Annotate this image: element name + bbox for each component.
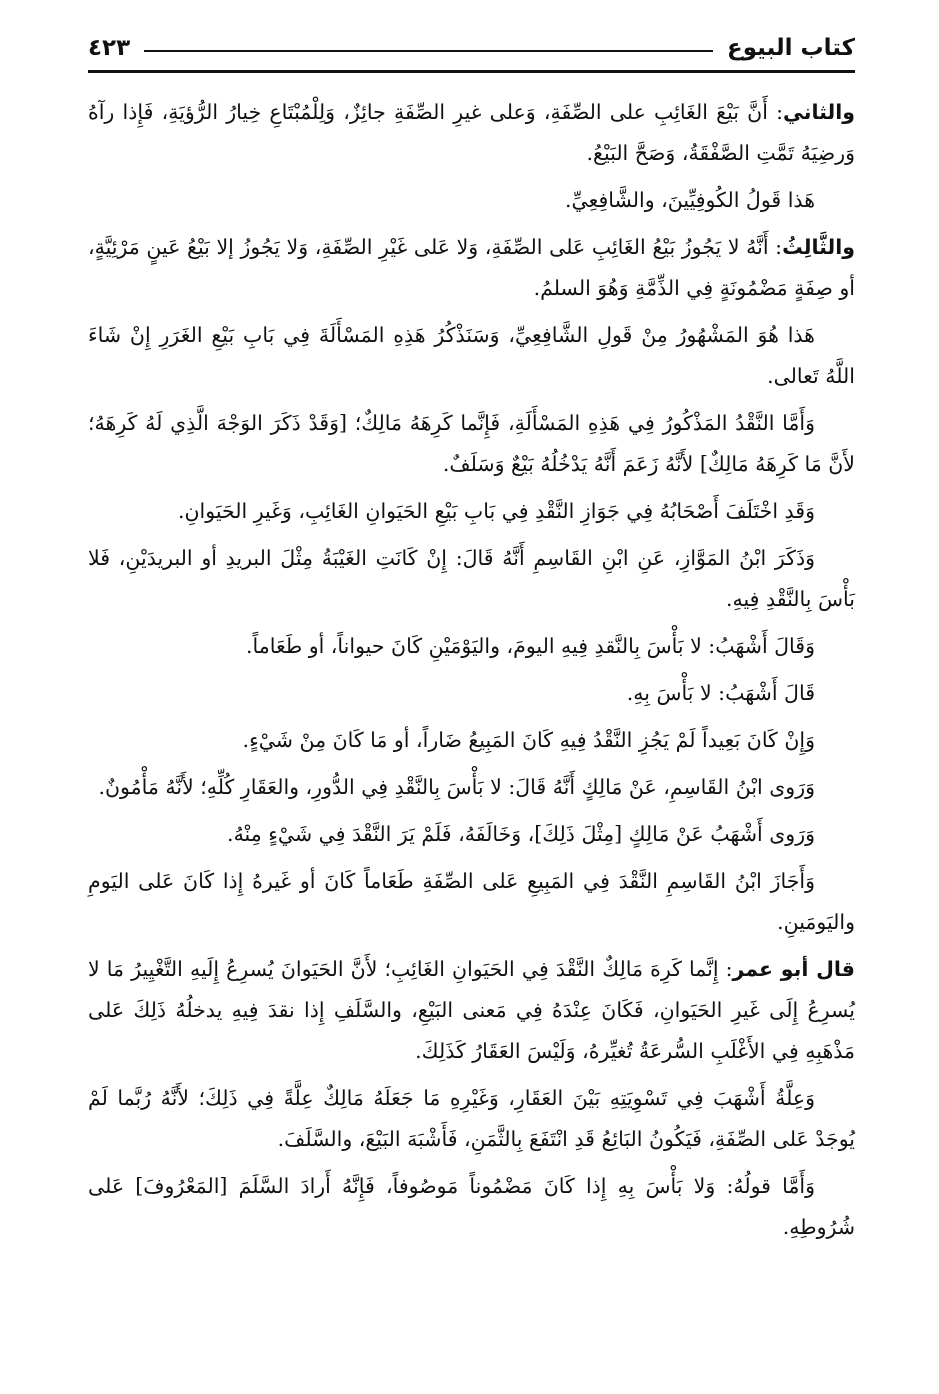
paragraph-text: وَرَوى أَشْهَبُ عَنْ مَالِكٍ [مِثْلَ ذَلِكَ]، وَخَالَفَهُ، فَلَمْ يَرَ النَّقْدَ فِي شَيْءٍ مِنْهُ. [227,822,815,846]
paragraph-text: وَقَالَ أَشْهَبُ: لا بَأْسَ بِالنَّقدِ فِيهِ اليومَ، واليَوْمَيْنِ كَانَ حيواناً، أو طَعَاماً. [245,634,815,658]
paragraph-text: هَذا قَولُ الكُوفِيِّينَ، والشَّافِعِيِّ. [564,188,815,212]
paragraph [88,538,855,620]
paragraph-text: : إِنَّما كَرِهَ مَالِكٌ النَّقْدَ فِي الحَيَوانِ الغَائِبِ؛ لأَنَّ الحَيَوانَ يُسرِعُ إِلَيهِ التَّغْيِيرُ مَا لا يُسرِعُ إِلَى غَيرِ الحَيَوانِ، فَكَانَ عِنْدَهُ فِي مَعنى البَيْعِ، والسَّلَفِ إِذا نقدَ فِيهِ يدخلُهُ ذَلِكَ عَلى مَذْهَبِهِ فِي الأَغْلَبِ السُّرعَةُ تُغيِّرهُ، وَلَيْسَ العَقَارُ كَذَلِكَ. [88,957,855,1063]
header-leader-line [144,50,713,52]
paragraph [88,767,855,808]
paragraph-text: وَرَوى ابْنُ القَاسِمِ، عَنْ مَالِكٍ أَنَّهُ قَالَ: لا بَأْسَ بِالنَّقْدِ فِي الدُّورِ، والعَقَارِ كُلِّهِ؛ لأَنَّهُ مَأْمُونٌ. [98,775,815,799]
header-rule [88,70,855,73]
paragraph-text: وَأَمَّا قولُهُ: وَلا بَأْسَ بِهِ إِذا كَانَ مَضْمُوناً مَوصُوفاً، فَإِنَّهُ أَرادَ السَّلَمَ [المَعْرُوفَ] عَلى شُرُوطِهِ. [88,1174,855,1239]
paragraph [88,626,855,667]
paragraph [88,315,855,397]
paragraph [88,949,855,1072]
paragraph-text: : أَنَّ بَيْعَ الغَائِبِ على الصِّفَةِ، وَعلى غيرِ الصِّفَةِ جائِزٌ، وَلِلْمُبْتَاعِ خِيارُ الرُّؤيَةِ، فَإِذا رآهُ وَرضِيَهُ تَمَّتِ الصَّفْقَةُ، وَصَحَّ البَيْعُ. [88,100,855,165]
paragraph-text: هَذا هُوَ المَشْهُورُ مِنْ قَولِ الشَّافِعِيِّ، وَسَنَذْكُرُ هَذِهِ المَسْأَلَةَ فِي بَابِ بَيْعِ الغَرَرِ إِنْ شَاءَ اللَّهُ تَعالى. [88,323,855,388]
paragraph-text: وَذَكَرَ ابْنُ المَوَّازِ، عَنِ ابْنِ القَاسِمِ أَنَّهُ قَالَ: إِنْ كَانَتِ الغَيْبَةُ مِثْلَ البريدِ أو البريدَيْنِ، فَلا بَأْسَ بِالنَّقْدِ فِيهِ. [88,546,855,611]
paragraph [88,673,855,714]
page-body [88,92,855,1254]
paragraph-text: وَأَجَازَ ابْنُ القَاسِمِ النَّقْدَ فِي المَبِيعِ عَلى الصِّفَةِ طَعَاماً كَانَ أو غَيرهُ إِذا كَانَ عَلى اليَومِ واليَومَينِ. [88,869,855,934]
paragraph-text: وَإِنْ كَانَ بَعِيداً لَمْ يَجُزِ النَّقْدُ فِيهِ كَانَ المَبِيعُ ضَاراً، أو مَا كَانَ مِنْ شَيْءٍ. [242,728,815,752]
running-title: كتاب البيوع [727,35,855,61]
paragraph-text: : أَنَّهُ لا يَجُوزُ بَيْعُ الغَائِبِ عَلى الصِّفَةِ، وَلا عَلى غَيْرِ الصِّفَةِ، وَلا يَجُوزُ إلا بَيْعُ عَينٍ مَرْئِيَّةٍ، أو صِفَةٍ مَضْمُونَةٍ فِي الذِّمَّةِ وَهُوَ السلمُ. [88,235,855,300]
paragraph-lead: والثاني [783,100,855,124]
paragraph [88,1166,855,1248]
paragraph [88,814,855,855]
paragraph [88,861,855,943]
paragraph-lead: والثَّالِثُ [782,235,855,259]
paragraph-text: وَعِلَّةُ أَشْهَبَ فِي تَسْوِيَتِهِ بَيْنَ العَقَارِ، وَغَيْرِهِ مَا جَعَلَهُ مَالِكٌ عِلَّةً فِي ذَلِكَ؛ لأَنَّهُ رُبَّما لَمْ يُوجَدْ عَلى الصِّفَةِ، فَيَكُونُ البَائِعُ قَدِ انْتَفَعَ بِالثَّمَنِ، فَأَشْبَهَ البَيْعَ، والسَّلَفَ. [88,1086,855,1151]
paragraph-text: وَأَمَّا النَّقْدُ المَذْكُورُ فِي هَذِهِ المَسْأَلَةِ، فَإِنَّما كَرِهَهُ مَالِكٌ؛ [وَقَدْ ذَكَرَ الوَجْهَ الَّذِي لَهُ كَرِهَهُ؛ لأَنَّ مَا كَرِهَهُ مَالِكٌ] لأَنَّهُ زَعَمَ أَنَّهُ يَدْخُلُهُ بَيْعٌ وَسَلَفٌ. [88,411,855,476]
paragraph [88,180,855,221]
page-header [88,28,855,68]
paragraph [88,227,855,309]
paragraph [88,403,855,485]
paragraph [88,92,855,174]
paragraph-text: وَقَدِ اخْتَلَفَ أَصْحَابُهُ فِي جَوَازِ النَّقْدِ فِي بَابِ بَيْعِ الحَيَوانِ الغَائِبِ، وَغَيرِ الحَيَوانِ. [177,499,815,523]
paragraph-text: قَالَ أَشْهَبُ: لا بَأْسَ بِهِ. [626,681,815,705]
paragraph-lead: قال أبو عمر [732,957,855,981]
page-number: ٤٢٣ [88,35,131,61]
paragraph [88,1078,855,1160]
paragraph [88,491,855,532]
paragraph [88,720,855,761]
